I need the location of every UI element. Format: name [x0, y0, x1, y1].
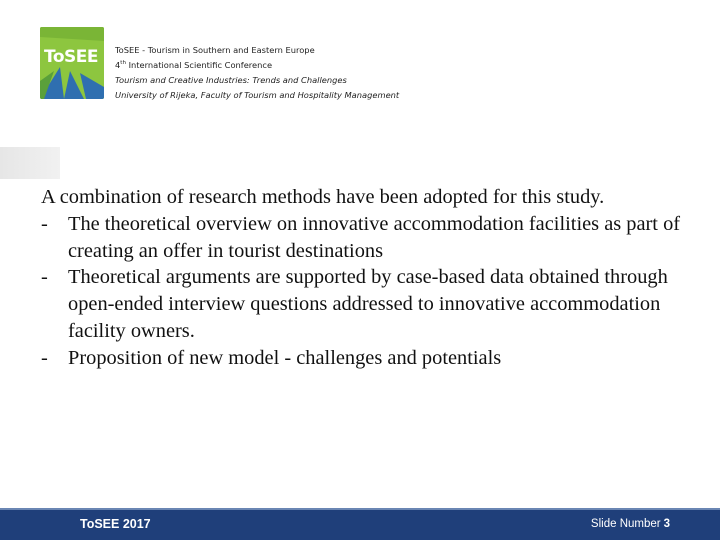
footer-event-label: ToSEE 2017: [80, 517, 151, 531]
footer-bar: [0, 508, 720, 540]
bullet-dash: -: [41, 346, 48, 369]
list-item: [41, 211, 681, 265]
header-line-2-suffix: th: [120, 60, 126, 67]
list-item-text: Theoretical arguments are supported by case-based data obtained through open-ended interview questions addressed to innovative accommodation facility owners.: [68, 266, 668, 342]
header-line-2: [115, 58, 399, 73]
list-item-text: The theoretical overview on innovative accommodation facilities as part of creating an offer in tourist destinations: [68, 212, 681, 262]
list-item: [41, 264, 681, 344]
slide-body: [41, 184, 681, 372]
bullet-dash: -: [41, 212, 48, 235]
header-line-3: Tourism and Creative Industries: Trends and Challenges: [115, 75, 347, 85]
header-line-2-number: 4: [115, 60, 121, 70]
header-line-2-rest: International Scientific Conference: [125, 60, 273, 70]
slide-number: [591, 518, 670, 530]
logo-text: ToSEE: [44, 47, 98, 67]
title-placeholder-tab: [0, 147, 60, 179]
slide-number-value: 3: [663, 518, 670, 530]
header-line-1: ToSEE - Tourism in Southern and Eastern Europe: [115, 45, 315, 55]
bullet-dash: -: [41, 266, 48, 289]
slide-number-label: Slide Number: [590, 518, 661, 530]
list-item: [41, 345, 681, 372]
tosee-logo: [40, 27, 104, 99]
list-item-text: Proposition of new model - challenges and potentials: [68, 346, 502, 369]
intro-paragraph: A combination of research methods have been adopted for this study.: [41, 186, 605, 208]
method-list: [41, 211, 681, 372]
header-line-4: University of Rijeka, Faculty of Tourism and Hospitality Management: [115, 90, 400, 100]
conference-header: [115, 43, 399, 103]
